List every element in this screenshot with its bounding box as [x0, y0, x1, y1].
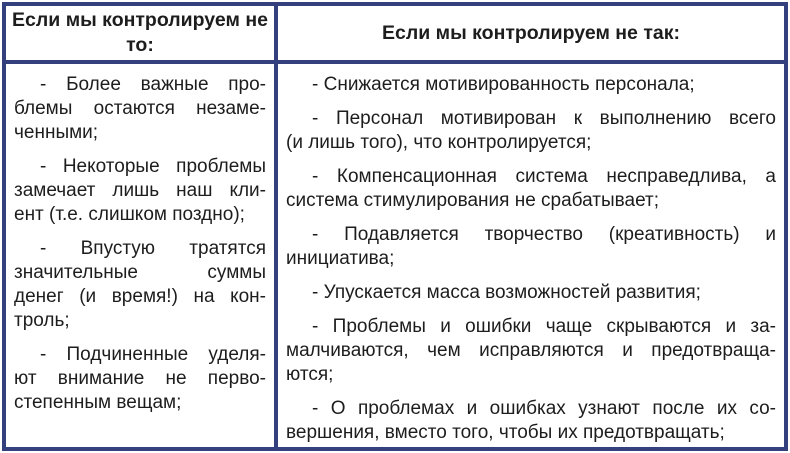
table-header-wrong-way: Если мы контролируем не так: [278, 6, 784, 60]
bullet-item [286, 281, 776, 305]
text-line: вершения, вместо того, чтобы их предотвращать; [286, 422, 725, 443]
text-line: малчиваются, чем исправляются и предотвраща- [286, 340, 776, 361]
bullet-item [286, 107, 776, 155]
text-line: троль; [14, 310, 70, 331]
text-line: степенным вещам; [14, 392, 182, 413]
text-line: - О проблемах и ошибках узнают после их со- [312, 398, 776, 419]
text-line: система стимулирования не срабатывает; [286, 190, 659, 211]
text-line: - Подавляется творчество (креативность) и [312, 224, 776, 245]
text-line: - Снижается мотивированность персонала; [312, 74, 695, 95]
bullet-item [286, 73, 776, 97]
text-line: ются; [286, 364, 334, 385]
bullet-item [14, 73, 266, 145]
bullet-item [14, 343, 266, 415]
text-line: ченными; [14, 122, 99, 143]
text-line: ют внимание не перво- [14, 368, 266, 389]
text-line: - Некоторые проблемы [40, 156, 266, 177]
text-line: - Подчиненные уделя- [40, 344, 266, 365]
bullet-item [286, 223, 776, 271]
bullet-item [14, 237, 266, 333]
text-line: ент (т.е. слишком поздно); [14, 204, 245, 225]
table-body-wrong-way [278, 64, 784, 447]
bullet-item [286, 397, 776, 445]
bullet-item [286, 165, 776, 213]
text-line: (и лишь того), что контролируется; [286, 132, 592, 153]
text-line: значительные суммы [14, 262, 266, 283]
text-line: - Компенсационная система несправедлива, а [312, 166, 776, 187]
text-line: - Персонал мотивирован к выполнению всего [312, 108, 776, 129]
text-line: замечает лишь наш кли- [14, 180, 266, 201]
text-line: - Впустую тратятся [40, 238, 266, 259]
text-line: - Упускается масса возможностей развития; [312, 282, 701, 303]
table-header-wrong-object: Если мы контролируем не то: [6, 6, 274, 60]
comparison-table [2, 2, 788, 451]
text-line: блемы остаются незаме- [14, 98, 266, 119]
table-body-wrong-object [6, 64, 274, 447]
text-line: денег (и время!) на кон- [14, 286, 266, 307]
bullet-item [14, 155, 266, 227]
text-line: - Проблемы и ошибки чаще скрываются и за- [312, 316, 776, 337]
text-line: инициатива; [286, 248, 395, 269]
text-line: - Более важные про- [40, 74, 266, 95]
bullet-item [286, 315, 776, 387]
